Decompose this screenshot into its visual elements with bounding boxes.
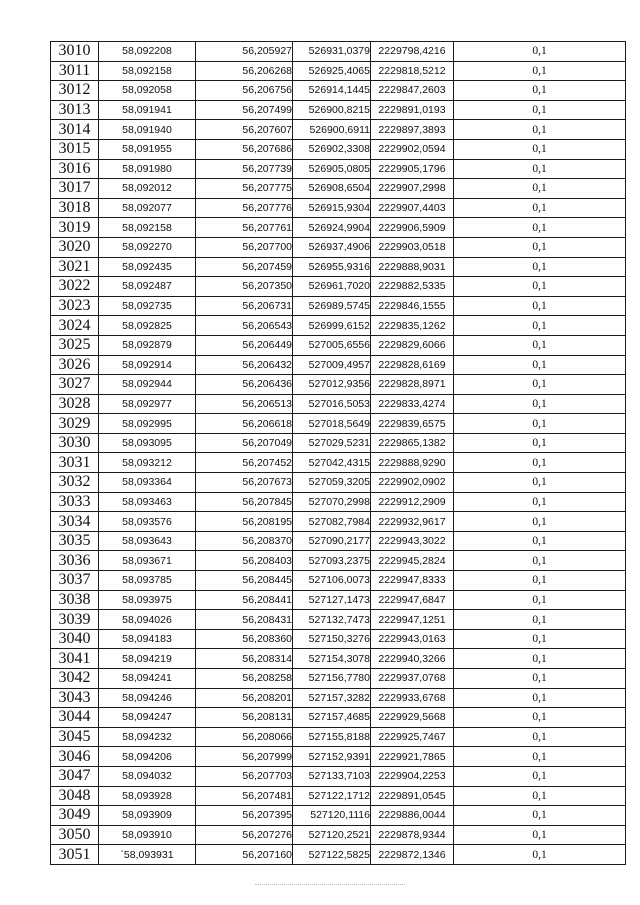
longitude-cell: 56,206618 <box>196 414 293 434</box>
x-coordinate-cell: 527150,3276 <box>293 629 371 649</box>
table-row <box>51 629 626 649</box>
longitude-cell: 56,208445 <box>196 571 293 591</box>
point-number-cell: 3016 <box>51 159 99 179</box>
longitude-cell: 56,205927 <box>196 42 293 62</box>
table-row <box>51 139 626 159</box>
table-row <box>51 61 626 81</box>
y-coordinate-cell: 2229872,1346 <box>371 845 454 865</box>
table-row <box>51 433 626 453</box>
longitude-cell: 56,207776 <box>196 198 293 218</box>
x-coordinate-cell: 527005,6556 <box>293 335 371 355</box>
point-number-cell: 3029 <box>51 414 99 434</box>
table-row <box>51 81 626 101</box>
point-number-cell: 3014 <box>51 120 99 140</box>
longitude-cell: 56,206449 <box>196 335 293 355</box>
point-number-cell: 3027 <box>51 375 99 395</box>
longitude-cell: 56,208370 <box>196 531 293 551</box>
longitude-cell: 56,207049 <box>196 433 293 453</box>
point-number-cell: 3013 <box>51 100 99 120</box>
table-row <box>51 237 626 257</box>
latitude-cell: 58,092977 <box>99 394 196 414</box>
latitude-cell: 58,094232 <box>99 727 196 747</box>
x-coordinate-cell: 527122,1712 <box>293 786 371 806</box>
table-row <box>51 727 626 747</box>
latitude-cell: 58,092735 <box>99 296 196 316</box>
y-coordinate-cell: 2229947,8333 <box>371 571 454 591</box>
latitude-cell: 58,092435 <box>99 257 196 277</box>
point-number-cell: 3026 <box>51 355 99 375</box>
y-coordinate-cell: 2229839,6575 <box>371 414 454 434</box>
y-coordinate-cell: 2229940,3266 <box>371 649 454 669</box>
longitude-cell: 56,208195 <box>196 512 293 532</box>
accuracy-cell: 0,1 <box>454 453 626 473</box>
y-coordinate-cell: 2229902,0902 <box>371 473 454 493</box>
longitude-cell: 56,206543 <box>196 316 293 336</box>
point-number-cell: 3035 <box>51 531 99 551</box>
x-coordinate-cell: 526955,9316 <box>293 257 371 277</box>
x-coordinate-cell: 527157,3282 <box>293 688 371 708</box>
table-row <box>51 159 626 179</box>
table-row <box>51 120 626 140</box>
table-row <box>51 453 626 473</box>
point-number-cell: 3041 <box>51 649 99 669</box>
x-coordinate-cell: 527106,0073 <box>293 571 371 591</box>
accuracy-cell: 0,1 <box>454 649 626 669</box>
longitude-cell: 56,206513 <box>196 394 293 414</box>
accuracy-cell: 0,1 <box>454 296 626 316</box>
accuracy-cell: 0,1 <box>454 433 626 453</box>
latitude-cell: 58,093975 <box>99 590 196 610</box>
accuracy-cell: 0,1 <box>454 629 626 649</box>
y-coordinate-cell: 2229947,1251 <box>371 610 454 630</box>
longitude-cell: 56,207761 <box>196 218 293 238</box>
y-coordinate-cell: 2229798,4216 <box>371 42 454 62</box>
point-number-cell: 3036 <box>51 551 99 571</box>
y-coordinate-cell: 2229835,1262 <box>371 316 454 336</box>
accuracy-cell: 0,1 <box>454 590 626 610</box>
table-row <box>51 531 626 551</box>
latitude-cell: 58,094183 <box>99 629 196 649</box>
y-coordinate-cell: 2229943,0163 <box>371 629 454 649</box>
table-row <box>51 610 626 630</box>
y-coordinate-cell: 2229933,6768 <box>371 688 454 708</box>
point-number-cell: 3033 <box>51 492 99 512</box>
longitude-cell: 56,207481 <box>196 786 293 806</box>
y-coordinate-cell: 2229943,3022 <box>371 531 454 551</box>
latitude-cell: 58,093212 <box>99 453 196 473</box>
x-coordinate-cell: 527093,2375 <box>293 551 371 571</box>
table-row <box>51 708 626 728</box>
x-coordinate-cell: 526905,0805 <box>293 159 371 179</box>
y-coordinate-cell: 2229888,9290 <box>371 453 454 473</box>
table-row <box>51 257 626 277</box>
latitude-cell: 58,094219 <box>99 649 196 669</box>
accuracy-cell: 0,1 <box>454 571 626 591</box>
longitude-cell: 56,208403 <box>196 551 293 571</box>
latitude-cell: 58,092995 <box>99 414 196 434</box>
accuracy-cell: 0,1 <box>454 139 626 159</box>
accuracy-cell: 0,1 <box>454 845 626 865</box>
accuracy-cell: 0,1 <box>454 237 626 257</box>
table-row <box>51 296 626 316</box>
accuracy-cell: 0,1 <box>454 688 626 708</box>
longitude-cell: 56,206432 <box>196 355 293 375</box>
accuracy-cell: 0,1 <box>454 179 626 199</box>
x-coordinate-cell: 526900,6911 <box>293 120 371 140</box>
x-coordinate-cell: 527157,4685 <box>293 708 371 728</box>
latitude-cell: 58,093928 <box>99 786 196 806</box>
x-coordinate-cell: 526900,8215 <box>293 100 371 120</box>
y-coordinate-cell: 2229921,7865 <box>371 747 454 767</box>
point-number-cell: 3010 <box>51 42 99 62</box>
latitude-cell: 58,091940 <box>99 120 196 140</box>
accuracy-cell: 0,1 <box>454 61 626 81</box>
y-coordinate-cell: 2229847,2603 <box>371 81 454 101</box>
longitude-cell: 56,207999 <box>196 747 293 767</box>
latitude-cell: 58,092158 <box>99 218 196 238</box>
longitude-cell: 56,206756 <box>196 81 293 101</box>
latitude-cell: 58,093671 <box>99 551 196 571</box>
point-number-cell: 3022 <box>51 277 99 297</box>
x-coordinate-cell: 526914,1445 <box>293 81 371 101</box>
x-coordinate-cell: 527156,7780 <box>293 669 371 689</box>
table-row <box>51 100 626 120</box>
longitude-cell: 56,208360 <box>196 629 293 649</box>
accuracy-cell: 0,1 <box>454 198 626 218</box>
table-row <box>51 198 626 218</box>
latitude-cell: 58,094247 <box>99 708 196 728</box>
latitude-cell: 58,092914 <box>99 355 196 375</box>
x-coordinate-cell: 526937,4906 <box>293 237 371 257</box>
latitude-cell: 58,093463 <box>99 492 196 512</box>
longitude-cell: 56,207700 <box>196 237 293 257</box>
table-row <box>51 806 626 826</box>
longitude-cell: 56,207499 <box>196 100 293 120</box>
x-coordinate-cell: 526915,9304 <box>293 198 371 218</box>
point-number-cell: 3028 <box>51 394 99 414</box>
longitude-cell: 56,208066 <box>196 727 293 747</box>
longitude-cell: 56,207350 <box>196 277 293 297</box>
accuracy-cell: 0,1 <box>454 806 626 826</box>
x-coordinate-cell: 526925,4065 <box>293 61 371 81</box>
table-row <box>51 649 626 669</box>
point-number-cell: 3023 <box>51 296 99 316</box>
x-coordinate-cell: 527127,1473 <box>293 590 371 610</box>
table-row <box>51 473 626 493</box>
x-coordinate-cell: 527132,7473 <box>293 610 371 630</box>
y-coordinate-cell: 2229828,6169 <box>371 355 454 375</box>
x-coordinate-cell: 526999,6152 <box>293 316 371 336</box>
accuracy-cell: 0,1 <box>454 531 626 551</box>
point-number-cell: 3043 <box>51 688 99 708</box>
accuracy-cell: 0,1 <box>454 414 626 434</box>
table-row <box>51 766 626 786</box>
x-coordinate-cell: 527059,3205 <box>293 473 371 493</box>
accuracy-cell: 0,1 <box>454 42 626 62</box>
accuracy-cell: 0,1 <box>454 355 626 375</box>
latitude-cell: 58,093576 <box>99 512 196 532</box>
y-coordinate-cell: 2229903,0518 <box>371 237 454 257</box>
point-number-cell: 3034 <box>51 512 99 532</box>
y-coordinate-cell: 2229897,3893 <box>371 120 454 140</box>
latitude-cell: 58,091980 <box>99 159 196 179</box>
latitude-cell: 58,093910 <box>99 825 196 845</box>
point-number-cell: 3032 <box>51 473 99 493</box>
accuracy-cell: 0,1 <box>454 81 626 101</box>
accuracy-cell: 0,1 <box>454 100 626 120</box>
longitude-cell: 56,207775 <box>196 179 293 199</box>
x-coordinate-cell: 527152,9391 <box>293 747 371 767</box>
table-row <box>51 179 626 199</box>
table-row <box>51 218 626 238</box>
longitude-cell: 56,207276 <box>196 825 293 845</box>
y-coordinate-cell: 2229925,7467 <box>371 727 454 747</box>
longitude-cell: 56,206731 <box>196 296 293 316</box>
table-row <box>51 551 626 571</box>
table-row <box>51 375 626 395</box>
x-coordinate-cell: 527070,2998 <box>293 492 371 512</box>
point-number-cell: 3038 <box>51 590 99 610</box>
table-row <box>51 825 626 845</box>
x-coordinate-cell: 526931,0379 <box>293 42 371 62</box>
longitude-cell: 56,207686 <box>196 139 293 159</box>
x-coordinate-cell: 527122,5825 <box>293 845 371 865</box>
accuracy-cell: 0,1 <box>454 825 626 845</box>
y-coordinate-cell: 2229891,0545 <box>371 786 454 806</box>
accuracy-cell: 0,1 <box>454 159 626 179</box>
y-coordinate-cell: 2229888,9031 <box>371 257 454 277</box>
point-number-cell: 3049 <box>51 806 99 826</box>
accuracy-cell: 0,1 <box>454 473 626 493</box>
x-coordinate-cell: 527120,2521 <box>293 825 371 845</box>
x-coordinate-cell: 526961,7020 <box>293 277 371 297</box>
point-number-cell: 3039 <box>51 610 99 630</box>
longitude-cell: 56,207739 <box>196 159 293 179</box>
x-coordinate-cell: 527082,7984 <box>293 512 371 532</box>
point-number-cell: 3037 <box>51 571 99 591</box>
x-coordinate-cell: 526902,3308 <box>293 139 371 159</box>
coordinates-table <box>50 41 626 865</box>
y-coordinate-cell: 2229937,0768 <box>371 669 454 689</box>
point-number-cell: 3018 <box>51 198 99 218</box>
point-number-cell: 3050 <box>51 825 99 845</box>
accuracy-cell: 0,1 <box>454 120 626 140</box>
accuracy-cell: 0,1 <box>454 766 626 786</box>
y-coordinate-cell: 2229929,5668 <box>371 708 454 728</box>
table-row <box>51 512 626 532</box>
latitude-cell: 58,093785 <box>99 571 196 591</box>
latitude-cell: 58,092208 <box>99 42 196 62</box>
table-row <box>51 845 626 865</box>
longitude-cell: 56,207673 <box>196 473 293 493</box>
latitude-cell: 58,092270 <box>99 237 196 257</box>
point-number-cell: 3044 <box>51 708 99 728</box>
y-coordinate-cell: 2229886,0044 <box>371 806 454 826</box>
point-number-cell: 3030 <box>51 433 99 453</box>
latitude-cell: 58,093643 <box>99 531 196 551</box>
latitude-cell: 58,092012 <box>99 179 196 199</box>
coordinates-table-body <box>51 42 626 865</box>
point-number-cell: 3042 <box>51 669 99 689</box>
latitude-cell: `58,093931 <box>99 845 196 865</box>
longitude-cell: 56,208441 <box>196 590 293 610</box>
point-number-cell: 3031 <box>51 453 99 473</box>
table-row <box>51 394 626 414</box>
longitude-cell: 56,208201 <box>196 688 293 708</box>
accuracy-cell: 0,1 <box>454 786 626 806</box>
x-coordinate-cell: 526989,5745 <box>293 296 371 316</box>
latitude-cell: 58,094241 <box>99 669 196 689</box>
table-row <box>51 688 626 708</box>
table-row <box>51 42 626 62</box>
point-number-cell: 3046 <box>51 747 99 767</box>
table-row <box>51 414 626 434</box>
y-coordinate-cell: 2229907,2998 <box>371 179 454 199</box>
y-coordinate-cell: 2229882,5335 <box>371 277 454 297</box>
latitude-cell: 58,094206 <box>99 747 196 767</box>
accuracy-cell: 0,1 <box>454 277 626 297</box>
table-row <box>51 316 626 336</box>
y-coordinate-cell: 2229846,1555 <box>371 296 454 316</box>
y-coordinate-cell: 2229891,0193 <box>371 100 454 120</box>
point-number-cell: 3040 <box>51 629 99 649</box>
x-coordinate-cell: 527155,8188 <box>293 727 371 747</box>
y-coordinate-cell: 2229905,1796 <box>371 159 454 179</box>
table-row <box>51 669 626 689</box>
x-coordinate-cell: 527012,9356 <box>293 375 371 395</box>
y-coordinate-cell: 2229932,9617 <box>371 512 454 532</box>
longitude-cell: 56,207395 <box>196 806 293 826</box>
x-coordinate-cell: 527009,4957 <box>293 355 371 375</box>
longitude-cell: 56,207845 <box>196 492 293 512</box>
table-row <box>51 786 626 806</box>
longitude-cell: 56,208314 <box>196 649 293 669</box>
accuracy-cell: 0,1 <box>454 316 626 336</box>
x-coordinate-cell: 527016,5053 <box>293 394 371 414</box>
y-coordinate-cell: 2229907,4403 <box>371 198 454 218</box>
longitude-cell: 56,207607 <box>196 120 293 140</box>
table-row <box>51 571 626 591</box>
x-coordinate-cell: 527120,1116 <box>293 806 371 826</box>
latitude-cell: 58,092077 <box>99 198 196 218</box>
longitude-cell: 56,206436 <box>196 375 293 395</box>
y-coordinate-cell: 2229906,5909 <box>371 218 454 238</box>
point-number-cell: 3020 <box>51 237 99 257</box>
accuracy-cell: 0,1 <box>454 375 626 395</box>
accuracy-cell: 0,1 <box>454 747 626 767</box>
longitude-cell: 56,207703 <box>196 766 293 786</box>
y-coordinate-cell: 2229833,4274 <box>371 394 454 414</box>
x-coordinate-cell: 527090,2177 <box>293 531 371 551</box>
point-number-cell: 3048 <box>51 786 99 806</box>
accuracy-cell: 0,1 <box>454 669 626 689</box>
latitude-cell: 58,091941 <box>99 100 196 120</box>
x-coordinate-cell: 527133,7103 <box>293 766 371 786</box>
point-number-cell: 3017 <box>51 179 99 199</box>
latitude-cell: 58,092487 <box>99 277 196 297</box>
accuracy-cell: 0,1 <box>454 492 626 512</box>
latitude-cell: 58,092825 <box>99 316 196 336</box>
y-coordinate-cell: 2229947,6847 <box>371 590 454 610</box>
accuracy-cell: 0,1 <box>454 394 626 414</box>
accuracy-cell: 0,1 <box>454 335 626 355</box>
accuracy-cell: 0,1 <box>454 727 626 747</box>
table-row <box>51 355 626 375</box>
y-coordinate-cell: 2229829,6066 <box>371 335 454 355</box>
x-coordinate-cell: 527018,5649 <box>293 414 371 434</box>
table-row <box>51 277 626 297</box>
point-number-cell: 3021 <box>51 257 99 277</box>
accuracy-cell: 0,1 <box>454 257 626 277</box>
point-number-cell: 3047 <box>51 766 99 786</box>
latitude-cell: 58,092158 <box>99 61 196 81</box>
table-row <box>51 335 626 355</box>
y-coordinate-cell: 2229865,1382 <box>371 433 454 453</box>
longitude-cell: 56,207160 <box>196 845 293 865</box>
latitude-cell: 58,092944 <box>99 375 196 395</box>
table-row <box>51 590 626 610</box>
point-number-cell: 3012 <box>51 81 99 101</box>
latitude-cell: 58,091955 <box>99 139 196 159</box>
point-number-cell: 3015 <box>51 139 99 159</box>
latitude-cell: 58,093909 <box>99 806 196 826</box>
x-coordinate-cell: 526924,9904 <box>293 218 371 238</box>
accuracy-cell: 0,1 <box>454 610 626 630</box>
y-coordinate-cell: 2229828,8971 <box>371 375 454 395</box>
point-number-cell: 3011 <box>51 61 99 81</box>
longitude-cell: 56,208258 <box>196 669 293 689</box>
y-coordinate-cell: 2229912,2909 <box>371 492 454 512</box>
longitude-cell: 56,207459 <box>196 257 293 277</box>
latitude-cell: 58,092058 <box>99 81 196 101</box>
latitude-cell: 58,094032 <box>99 766 196 786</box>
x-coordinate-cell: 527154,3078 <box>293 649 371 669</box>
table-row <box>51 492 626 512</box>
table-row <box>51 747 626 767</box>
x-coordinate-cell: 526908,6504 <box>293 179 371 199</box>
point-number-cell: 3025 <box>51 335 99 355</box>
y-coordinate-cell: 2229878,9344 <box>371 825 454 845</box>
y-coordinate-cell: 2229945,2824 <box>371 551 454 571</box>
point-number-cell: 3024 <box>51 316 99 336</box>
point-number-cell: 3019 <box>51 218 99 238</box>
accuracy-cell: 0,1 <box>454 708 626 728</box>
latitude-cell: 58,093364 <box>99 473 196 493</box>
longitude-cell: 56,207452 <box>196 453 293 473</box>
y-coordinate-cell: 2229904,2253 <box>371 766 454 786</box>
latitude-cell: 58,092879 <box>99 335 196 355</box>
accuracy-cell: 0,1 <box>454 551 626 571</box>
point-number-cell: 3051 <box>51 845 99 865</box>
latitude-cell: 58,094026 <box>99 610 196 630</box>
longitude-cell: 56,206268 <box>196 61 293 81</box>
latitude-cell: 58,093095 <box>99 433 196 453</box>
footer-dotted-line <box>255 884 405 885</box>
x-coordinate-cell: 527029,5231 <box>293 433 371 453</box>
y-coordinate-cell: 2229818,5212 <box>371 61 454 81</box>
y-coordinate-cell: 2229902,0594 <box>371 139 454 159</box>
longitude-cell: 56,208431 <box>196 610 293 630</box>
accuracy-cell: 0,1 <box>454 218 626 238</box>
longitude-cell: 56,208131 <box>196 708 293 728</box>
accuracy-cell: 0,1 <box>454 512 626 532</box>
x-coordinate-cell: 527042,4315 <box>293 453 371 473</box>
point-number-cell: 3045 <box>51 727 99 747</box>
latitude-cell: 58,094246 <box>99 688 196 708</box>
